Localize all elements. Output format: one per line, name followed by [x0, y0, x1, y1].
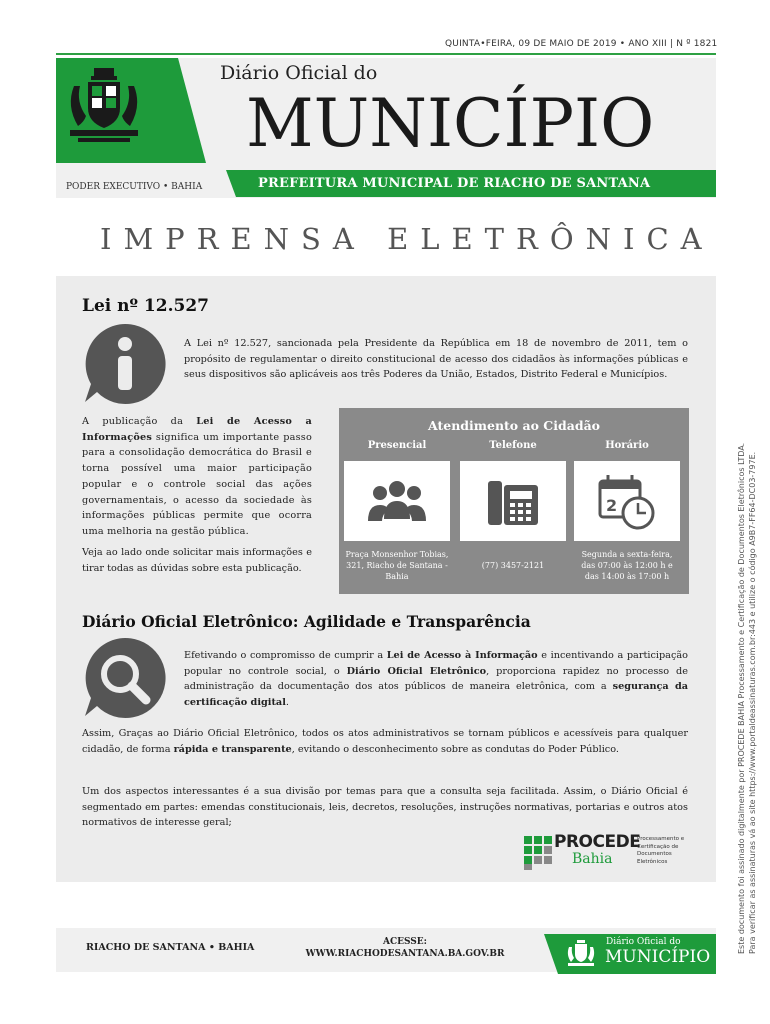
lei-paragraph-2: Veja ao lado onde solicitar mais informações e tirar todas as dúvidas sobre esta publicação.	[82, 547, 312, 574]
header-rule	[56, 53, 716, 55]
svg-text:2: 2	[606, 496, 618, 515]
info-icon	[80, 320, 170, 410]
procede-tagline: Processamento e Certificação de Documentos Eletrônicos	[637, 836, 685, 865]
municipio-title: MUNICÍPIO	[246, 85, 655, 162]
lei-intro: A Lei nº 12.527, sancionada pela Presidente da República em 18 de novembro de 2011, tem o propósito de regulamentar o direito constitucional de acesso dos cidadãos às informações públicas e seus dispositivos são aplicáveis aos três Poderes da União, Estados, Distrito Federal e Municípios.	[184, 338, 688, 381]
procede-sub: Bahia	[572, 851, 613, 867]
col-horario-label: Horário	[605, 440, 649, 451]
diario-paragraph-1: Efetivando o compromisso de cumprir a Lei de Acesso à Informação e incentivando a participação popular no controle social, o Diário Oficial Eletrônico, proporciona rapidez no processo de administração da documentação dos atos públicos de maneira eletrônica, com a segurança da certificação digital.	[184, 650, 688, 709]
poder-executivo: PODER EXECUTIVO • BAHIA	[66, 182, 203, 192]
diario-oficial-label: Diário Oficial do	[220, 62, 378, 84]
imprensa-banner: IMPRENSA ELETRÔNICA	[100, 222, 714, 256]
people-icon	[344, 461, 450, 541]
procede-logo	[520, 830, 690, 876]
search-icon	[80, 634, 170, 724]
lei-paragraph-1: A publicação da Lei de Acesso a Informações significa um importante passo para a consolidação democrática do Brasil e torna possível uma maior participação popular e o controle social das ações governamentais, o acesso da sociedade às informações públicas permite que ocorra uma melhoria na gestão pública.	[82, 416, 313, 537]
phone-icon	[460, 461, 566, 541]
procede-mark-icon	[520, 832, 554, 872]
footer-coat-of-arms-icon	[566, 939, 596, 969]
footer-city: RIACHO DE SANTANA • BAHIA	[86, 942, 255, 953]
section-title-diario: Diário Oficial Eletrônico: Agilidade e Transparência	[82, 612, 531, 631]
presencial-address: Praça Monsenhor Tobias, 321, Riacho de Santana - Bahia	[345, 550, 449, 581]
horario-hours: Segunda a sexta-feira, das 07:00 às 12:00 h e das 14:00 às 17:00 h	[581, 550, 673, 581]
telefone-number: (77) 3457-2121	[481, 561, 545, 570]
telefone-card	[460, 461, 566, 541]
section-title-lei: Lei nº 12.527	[82, 296, 209, 316]
diario-paragraph-2: Assim, Graças ao Diário Oficial Eletrônico, todos os atos administrativos se tornam públicos e acessíveis para qualquer cidadão, de forma rápida e transparente, evitando o desconhecimento sobre as condutas do Poder Público.	[82, 728, 688, 755]
diario-paragraph-3: Um dos aspectos interessantes é a sua divisão por temas para que a consulta seja facilitada. Assim, o Diário Oficial é segmentado em partes: emendas constitucionais, leis, decretos, resoluções, instruções normativas, portarias e outros atos normativos de interesse geral;	[82, 786, 688, 829]
atendimento-title: Atendimento ao Cidadão	[427, 418, 600, 433]
procede-name: PROCEDE	[554, 832, 641, 852]
coat-of-arms-icon	[64, 66, 144, 148]
footer-url-link[interactable]: WWW.RIACHODESANTANA.BA.GOV.BR	[305, 949, 505, 959]
footer-access: ACESSE: WWW.RIACHODESANTANA.BA.GOV.BR	[300, 936, 510, 960]
calendar-clock-icon	[574, 461, 680, 541]
col-telefone-label: Telefone	[489, 440, 537, 451]
footer-diario-label: Diário Oficial do	[606, 937, 681, 947]
horario-card	[574, 461, 680, 541]
footer-municipio-label: MUNICÍPIO	[605, 947, 711, 967]
dateline: QUINTA•FEIRA, 09 DE MAIO DE 2019 • ANO XIII | N º 1821	[445, 39, 718, 49]
digital-signature-note: Este documento foi assinado digitalmente por PROCEDE BAHIA Processamento e Certificação de Documentos Eletrônicos LTDA. Para verificar as assinaturas vá ao site https://www.portaldeassinaturas.com.br:443 e utilize o código A9B7-FF64-DC03-797E.	[737, 442, 757, 954]
prefeitura-name: PREFEITURA MUNICIPAL DE RIACHO DE SANTANA	[258, 176, 651, 191]
col-presencial-label: Presencial	[367, 440, 427, 451]
presencial-card	[344, 461, 450, 541]
